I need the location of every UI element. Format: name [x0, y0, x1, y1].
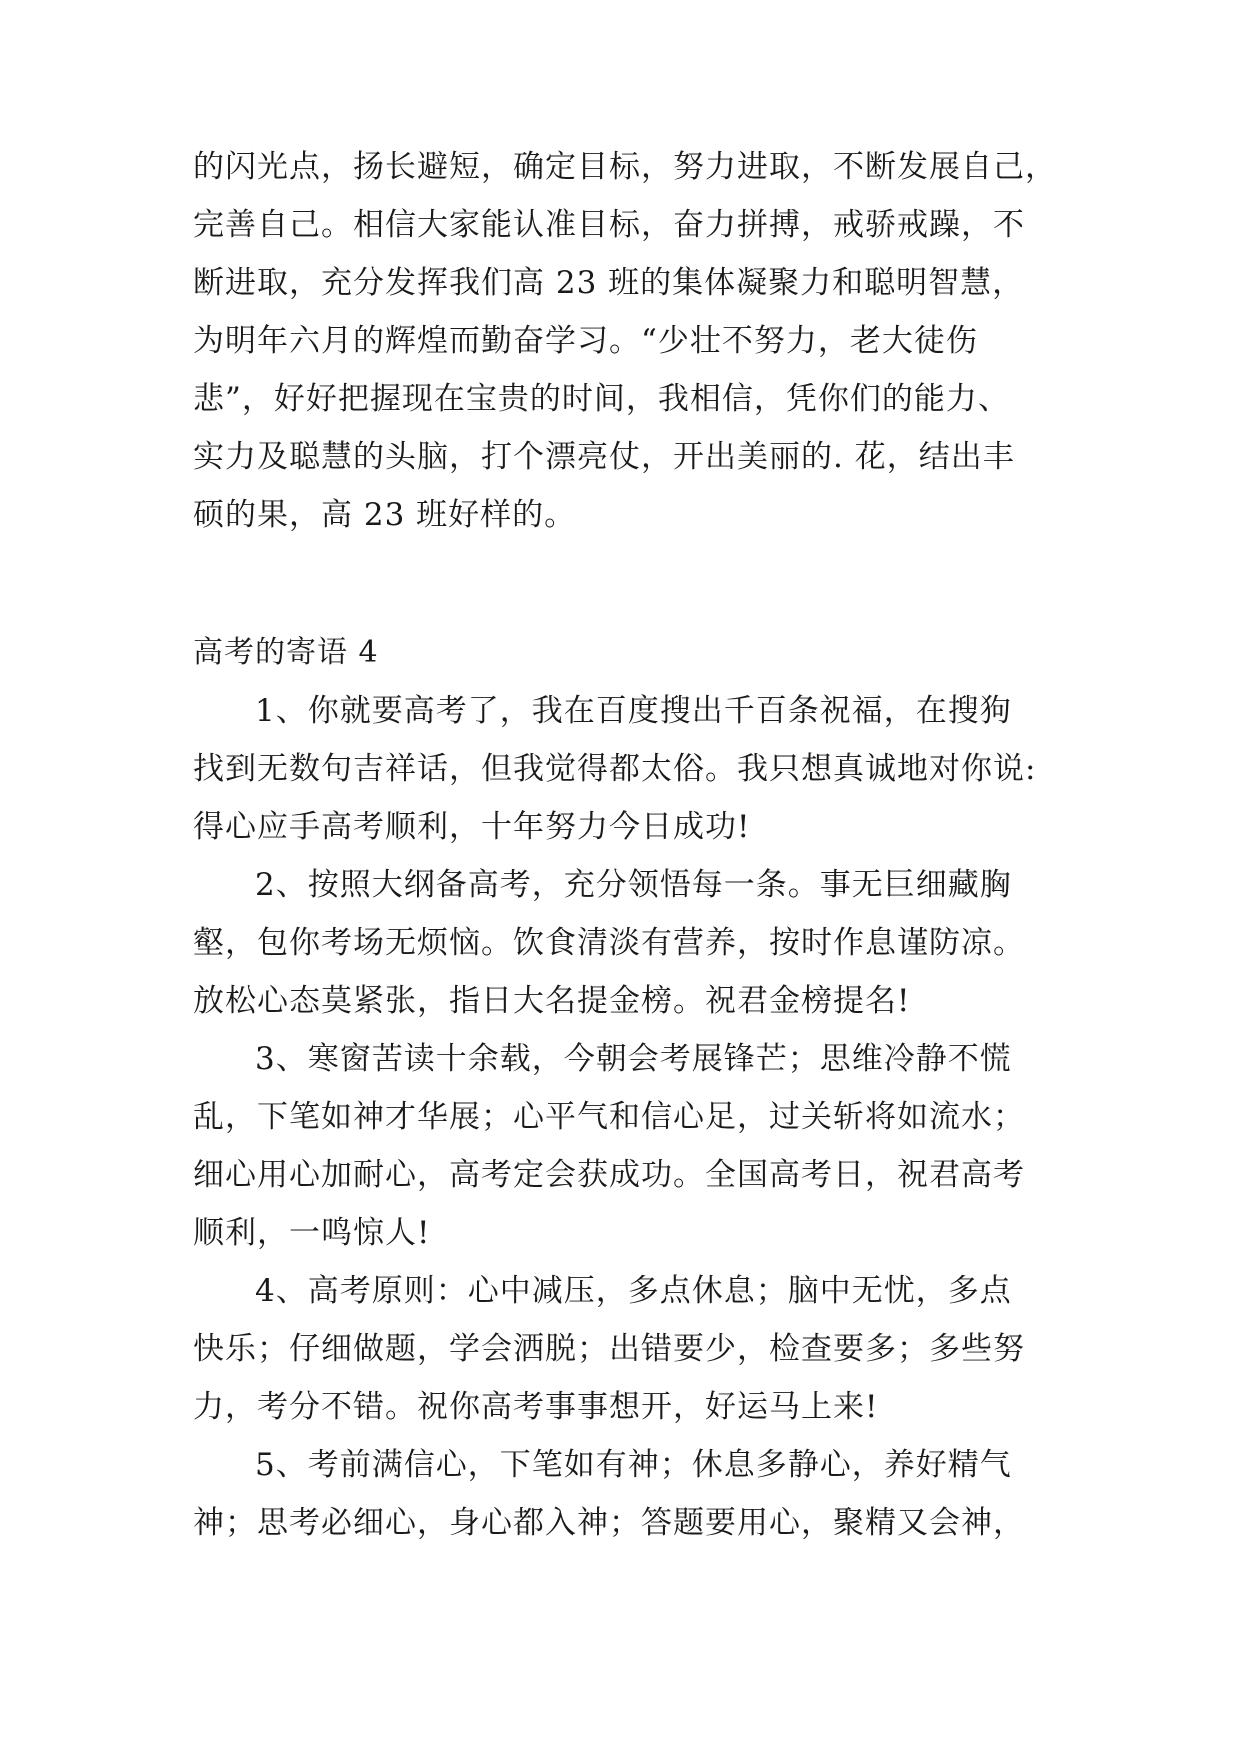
- list-item: [193, 682, 1053, 856]
- intro-paragraph: [193, 138, 1057, 544]
- paragraph-line: 硕的果，高 23 班好样的。: [193, 497, 577, 533]
- paragraph-line: 神；思考必细心，身心都入神；答题要用心，聚精又会神，: [193, 1505, 1025, 1541]
- list-item: [193, 1262, 1053, 1436]
- paragraph-line: 为明年六月的辉煌而勤奋学习。“少壮不努力，老大徒伤: [193, 323, 978, 359]
- wishes-list: [193, 682, 1053, 1552]
- paragraph-line: 完善自己。相信大家能认准目标，奋力拼搏，戒骄戒躁，不: [193, 207, 1025, 243]
- paragraph-line: 实力及聪慧的头脑，打个漂亮仗，开出美丽的. 花，结出丰: [193, 439, 1015, 475]
- paragraph-line: 4、高考原则：心中减压，多点休息；脑中无忧，多点: [255, 1273, 1012, 1309]
- paragraph-line: 5、考前满信心，下笔如有神；休息多静心，养好精气: [255, 1447, 1012, 1483]
- section-heading: 高考的寄语 4: [193, 635, 379, 670]
- paragraph-line: 得心应手高考顺利，十年努力今日成功!: [193, 809, 751, 845]
- list-item: [193, 856, 1053, 1030]
- paragraph-line: 快乐；仔细做题，学会洒脱；出错要少，检查要多；多些努: [193, 1331, 1025, 1367]
- paragraph-line: 顺利，一鸣惊人!: [193, 1215, 431, 1251]
- paragraph-line: 的闪光点，扬长避短，确定目标，努力进取，不断发展自己，: [193, 149, 1057, 185]
- list-item: [193, 1436, 1053, 1552]
- paragraph-line: 力，考分不错。祝你高考事事想开，好运马上来!: [193, 1389, 879, 1425]
- list-item: [193, 1030, 1053, 1262]
- paragraph-line: 1、你就要高考了，我在百度搜出千百条祝福，在搜狗: [255, 693, 1012, 729]
- paragraph-line: 放松心态莫紧张，指日大名提金榜。祝君金榜提名!: [193, 983, 911, 1019]
- paragraph-line: 壑，包你考场无烦恼。饮食清淡有营养，按时作息谨防凉。: [193, 925, 1025, 961]
- paragraph-line: 3、寒窗苦读十余载，今朝会考展锋芒；思维冷静不慌: [255, 1041, 1012, 1077]
- paragraph-line: 细心用心加耐心，高考定会获成功。全国高考日，祝君高考: [193, 1157, 1025, 1193]
- paragraph-line: 2、按照大纲备高考，充分领悟每一条。事无巨细藏胸: [255, 867, 1012, 903]
- paragraph-line: 断进取，充分发挥我们高 23 班的集体凝聚力和聪明智慧，: [193, 265, 1025, 301]
- paragraph-line: 找到无数句吉祥话，但我觉得都太俗。我只想真诚地对你说:: [193, 751, 1037, 787]
- paragraph-line: 乱，下笔如神才华展；心平气和信心足，过关斩将如流水；: [193, 1099, 1025, 1135]
- paragraph-line: 悲”，好好把握现在宝贵的时间，我相信，凭你们的能力、: [193, 381, 1010, 417]
